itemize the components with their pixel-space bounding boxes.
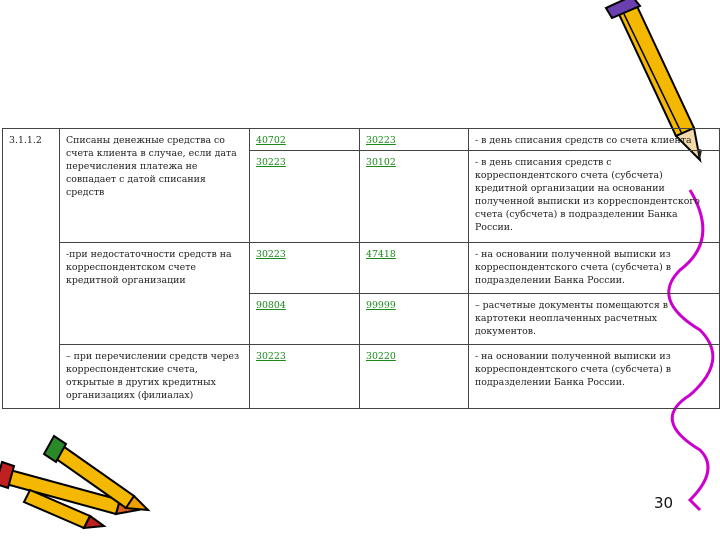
page-number: 30 (654, 494, 674, 512)
row-note: - в день списания средств со счета клиента (469, 129, 720, 151)
row-description: -при недостаточности средств на корреспондентском счете кредитной организации (60, 243, 250, 345)
row-description: Списаны денежные средства со счета клиента в случае, если дата перечисления платежа не совпадает с датой списания средств (60, 129, 250, 243)
table-row (3, 345, 720, 409)
credit-account[interactable]: 30220 (360, 345, 469, 409)
debit-account[interactable]: 30223 (250, 151, 360, 243)
row-note: - в день списания средств с корреспондентского счета (субсчета) кредитной организации на основании полученной выписки из корреспондентского счета (субсчета) в подразделении Банка России. (469, 151, 720, 243)
credit-account[interactable]: 30223 (360, 129, 469, 151)
table-row (3, 243, 720, 294)
table-row (3, 129, 720, 151)
debit-account[interactable]: 90804 (250, 294, 360, 345)
debit-account[interactable]: 30223 (250, 345, 360, 409)
section-number: 3.1.1.2 (3, 129, 60, 409)
debit-account[interactable]: 40702 (250, 129, 360, 151)
row-note: - на основании полученной выписки из корреспондентского счета (субсчета) в подразделении Банка России. (469, 345, 720, 409)
credit-account[interactable]: 99999 (360, 294, 469, 345)
row-description: – при перечислении средств через корреспондентские счета, открытые в других кредитных организациях (филиалах) (60, 345, 250, 409)
credit-account[interactable]: 30102 (360, 151, 469, 243)
debit-account[interactable]: 30223 (250, 243, 360, 294)
credit-account[interactable]: 47418 (360, 243, 469, 294)
row-note: - на основании полученной выписки из корреспондентского счета (субсчета) в подразделении Банка России. (469, 243, 720, 294)
accounting-table (2, 128, 720, 409)
row-note: – расчетные документы помещаются в картотеки неоплаченных расчетных документов. (469, 294, 720, 345)
